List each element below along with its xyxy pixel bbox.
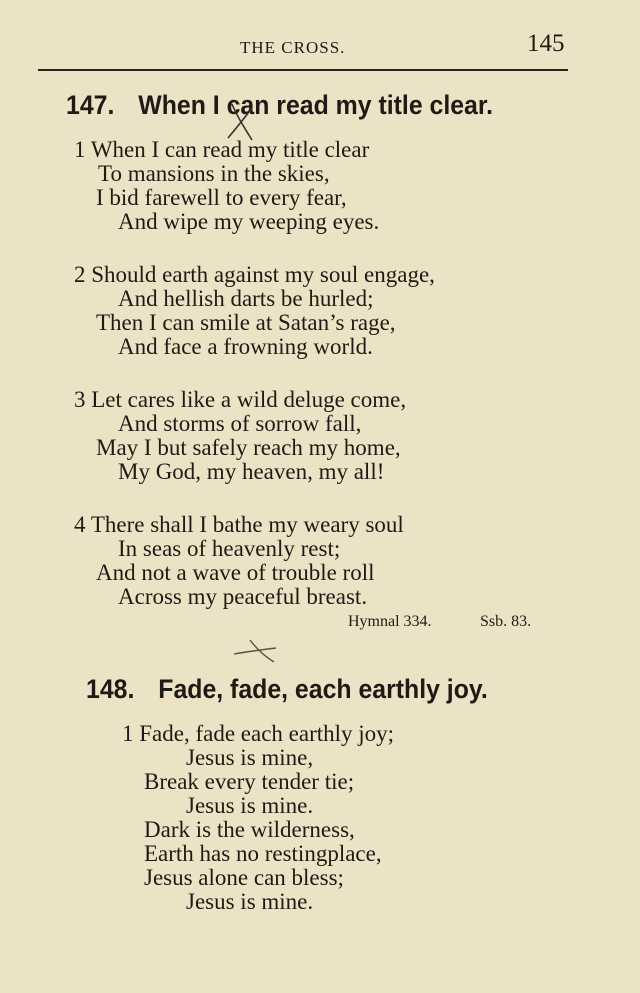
pencil-x-mark <box>230 636 280 666</box>
verse-line: Then I can smile at Satan’s rage, <box>96 310 396 335</box>
verse-line: 1 When I can read my title clear <box>74 137 370 162</box>
verse-line: And hellish darts be hurled; <box>118 286 374 311</box>
verse-line: Break every tender tie; <box>144 769 355 794</box>
verse-line: 2 Should earth against my soul engage, <box>74 262 435 287</box>
verse-line: Earth has no restingplace, <box>144 841 382 866</box>
verse-line: Across my peaceful breast. <box>118 584 368 609</box>
verse-line: And wipe my weeping eyes. <box>118 209 380 234</box>
pencil-check-mark <box>222 100 262 148</box>
hymn-title: Fade, fade, each earthly joy. <box>158 674 488 704</box>
verse-line: Jesus is mine. <box>186 889 314 914</box>
running-header: THE CROSS. <box>240 38 346 57</box>
verse-line: Dark is the wilderness, <box>144 817 355 842</box>
verse-line: 3 Let cares like a wild deluge come, <box>74 387 407 412</box>
hymn-147-heading <box>66 90 493 121</box>
verse-line: My God, my heaven, my all! <box>118 459 385 484</box>
verse-line: 4 There shall I bathe my weary soul <box>74 512 404 537</box>
verse-line: In seas of heavenly rest; <box>118 536 341 561</box>
verse-line: To mansions in the skies, <box>98 161 330 186</box>
hymn-148-heading <box>86 674 488 705</box>
verse-line: Jesus is mine. <box>186 793 314 818</box>
verse-line: And storms of sorrow fall, <box>118 411 362 436</box>
verse-line: May I but safely reach my home, <box>96 435 401 460</box>
hymnal-reference: Hymnal 334. <box>348 613 432 630</box>
verse-line: And face a frowning world. <box>118 334 373 359</box>
verse-line: I bid farewell to every fear, <box>96 185 347 210</box>
page-number: 145 <box>527 30 565 57</box>
verse-line: Jesus is mine, <box>186 745 314 770</box>
ssb-reference: Ssb. 83. <box>480 613 532 630</box>
hymn-number: 147. <box>66 90 115 120</box>
verse-line: And not a wave of trouble roll <box>96 560 375 585</box>
hymn-number: 148. <box>86 674 135 704</box>
verse-line: Jesus alone can bless; <box>144 865 344 890</box>
verse-line: 1 Fade, fade each earthly joy; <box>122 721 395 746</box>
hymn-title: When I can read my title clear. <box>138 90 494 120</box>
header-rule <box>38 69 568 71</box>
